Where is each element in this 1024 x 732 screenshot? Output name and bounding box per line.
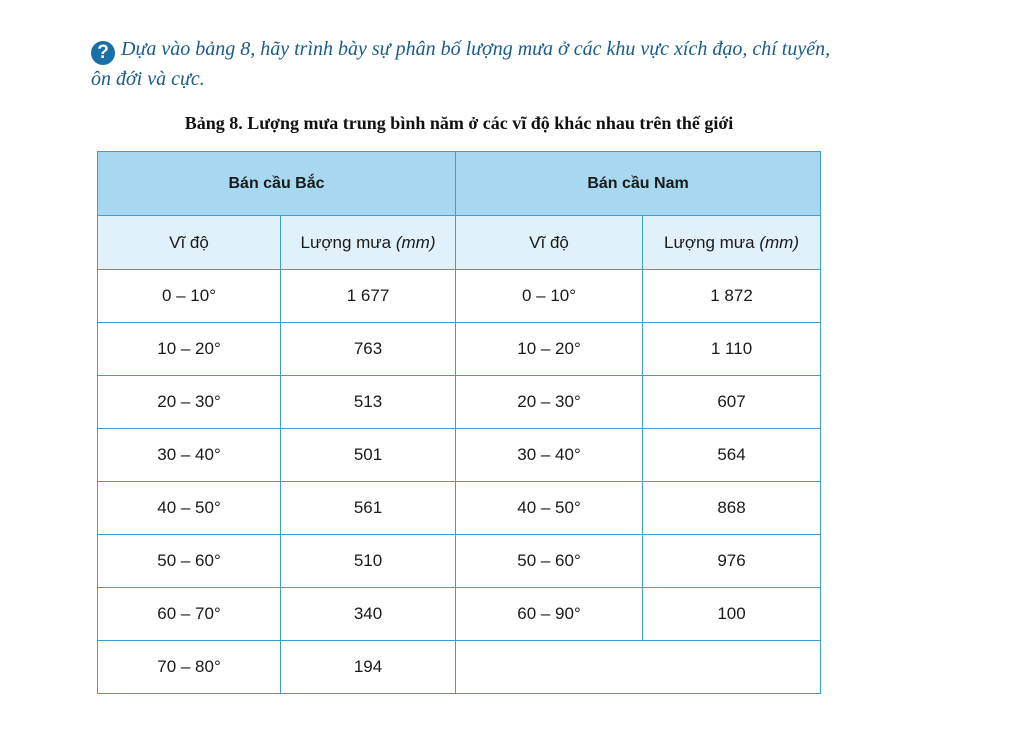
north-latitude-cell: 10 – 20° (98, 323, 281, 376)
south-latitude-cell: 40 – 50° (456, 482, 643, 535)
empty-cell (456, 641, 821, 694)
table-row (98, 641, 821, 694)
south-latitude-cell: 20 – 30° (456, 376, 643, 429)
north-latitude-cell: 50 – 60° (98, 535, 281, 588)
north-latitude-cell: 30 – 40° (98, 429, 281, 482)
north-latitude-cell: 60 – 70° (98, 588, 281, 641)
south-rain-cell: 564 (643, 429, 821, 482)
south-rain-cell: 868 (643, 482, 821, 535)
question-block (91, 35, 831, 93)
south-hemisphere-header: Bán cầu Nam (456, 152, 821, 216)
south-latitude-cell: 60 – 90° (456, 588, 643, 641)
table-row (98, 270, 821, 323)
north-rain-cell: 561 (281, 482, 456, 535)
table-caption: Bảng 8. Lượng mưa trung bình năm ở các vĩ độ khác nhau trên thế giới (184, 113, 734, 133)
rain-label: Lượng mưa (300, 232, 392, 252)
north-latitude-cell: 40 – 50° (98, 482, 281, 535)
north-rain-cell: 340 (281, 588, 456, 641)
table-row (98, 535, 821, 588)
table-row (98, 482, 821, 535)
table-row (98, 588, 821, 641)
north-hemisphere-header: Bán cầu Bắc (98, 152, 456, 216)
south-latitude-cell: 10 – 20° (456, 323, 643, 376)
rain-unit: (mm) (395, 232, 436, 252)
north-latitude-cell: 20 – 30° (98, 376, 281, 429)
rainfall-table (97, 151, 821, 694)
north-rain-cell: 513 (281, 376, 456, 429)
north-rain-header (281, 216, 456, 270)
south-rain-cell: 100 (643, 588, 821, 641)
south-rain-cell: 1 110 (643, 323, 821, 376)
question-icon: ? (91, 41, 115, 65)
north-rain-cell: 763 (281, 323, 456, 376)
south-latitude-cell: 0 – 10° (456, 270, 643, 323)
north-latitude-cell: 0 – 10° (98, 270, 281, 323)
south-rain-cell: 976 (643, 535, 821, 588)
north-rain-cell: 1 677 (281, 270, 456, 323)
question-text: Dựa vào bảng 8, hãy trình bày sự phân bố lượng mưa ở các khu vực xích đạo, chí tuyến, ôn đới và cực. (91, 38, 831, 90)
north-latitude-cell: 70 – 80° (98, 641, 281, 694)
table-row (98, 323, 821, 376)
north-rain-cell: 194 (281, 641, 456, 694)
table-row (98, 429, 821, 482)
rain-label: Lượng mưa (664, 232, 755, 252)
rain-unit: (mm) (759, 232, 800, 252)
south-rain-cell: 607 (643, 376, 821, 429)
south-latitude-header: Vĩ độ (456, 216, 643, 270)
table-row (98, 376, 821, 429)
south-latitude-cell: 30 – 40° (456, 429, 643, 482)
north-latitude-header: Vĩ độ (98, 216, 281, 270)
north-rain-cell: 510 (281, 535, 456, 588)
south-rain-header (643, 216, 821, 270)
north-rain-cell: 501 (281, 429, 456, 482)
south-rain-cell: 1 872 (643, 270, 821, 323)
south-latitude-cell: 50 – 60° (456, 535, 643, 588)
